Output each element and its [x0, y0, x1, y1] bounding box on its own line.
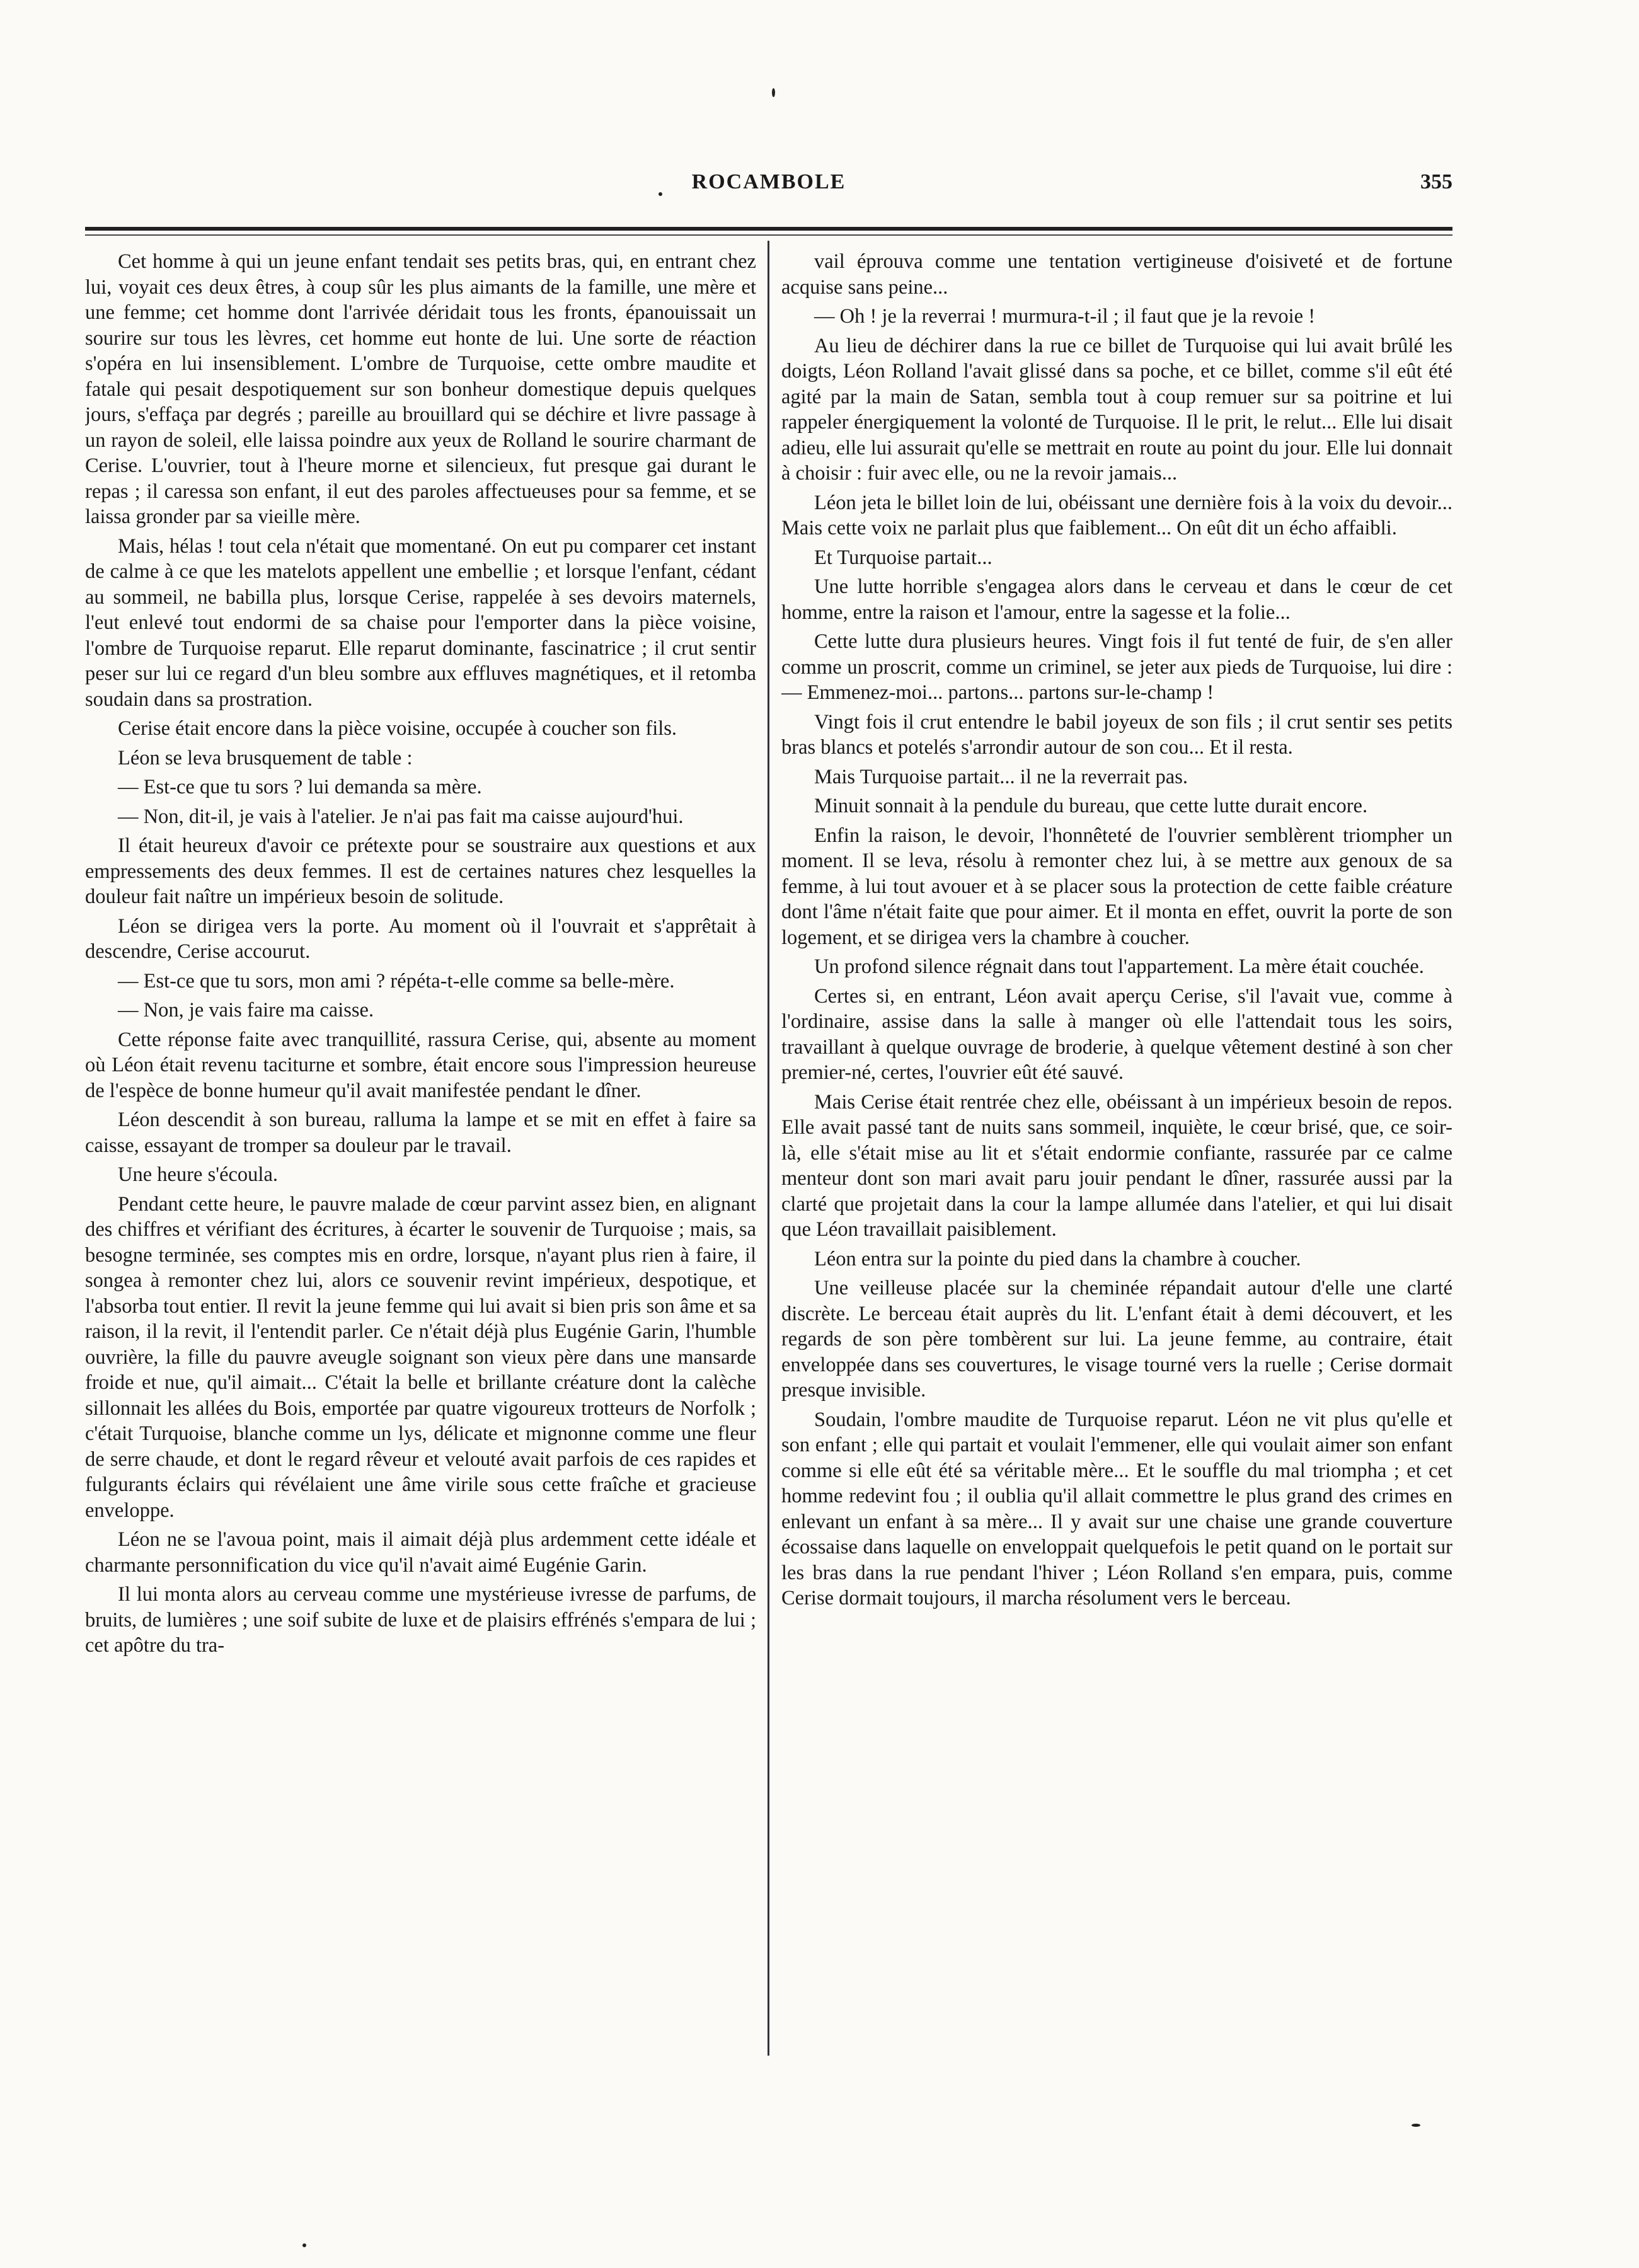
scan-speck — [772, 88, 775, 97]
paragraph: Léon descendit à son bureau, ralluma la lampe et se mit en effet à faire sa caisse, essayant de tromper sa douleur par le travail. — [85, 1108, 756, 1157]
paragraph: Une heure s'écoula. — [118, 1163, 279, 1186]
paragraph: Cet homme à qui un jeune enfant tendait ses petits bras, qui, en entrant chez lui, voyait ces deux êtres, à coup sûr les plus aimants de la famille, une mère et une femme; cet homme dont l'arrivée déridait tous les fronts, épanouissait un sourire sur tous les lèvres, cet homme eut honte de lui. Une sorte de réaction s'opéra en lui insensiblement. L'ombre de Turquoise, cette ombre maudite et fatale qui pesait despotiquement sur son bonheur domestique depuis quelques jours, s'effaça par degrés ; pareille au brouillard qui se déchire et livre passage à un rayon de soleil, elle laissa poindre aux yeux de Rolland le sourire charmant de Cerise. L'ouvrier, tout à l'heure morne et silencieux, fut presque gai durant le repas ; il caressa son enfant, il eut des paroles affectueuses pour sa femme, et se laissa gronder par sa vieille mère. — [85, 250, 756, 528]
scan-speck — [302, 2243, 306, 2247]
page-number: 355 — [1420, 170, 1452, 193]
paragraph: Minuit sonnait à la pendule du bureau, que cette lutte durait encore. — [814, 795, 1368, 817]
paragraph: — Est-ce que tu sors ? lui demanda sa mère. — [118, 776, 482, 798]
paragraph: Un profond silence régnait dans tout l'appartement. La mère était couchée. — [814, 955, 1424, 978]
paragraph: Mais Turquoise partait... il ne la reverrait pas. — [814, 765, 1188, 788]
paragraph: Cette lutte dura plusieurs heures. Vingt fois il fut tenté de fuir, de s'en aller comme un proscrit, comme un criminel, se jeter aux pieds de Turquoise, lui dire : — Emmenez-moi... partons... partons sur-le-champ ! — [781, 630, 1452, 704]
paragraph: — Oh ! je la reverrai ! murmura-t-il ; il faut que je la revoie ! — [814, 305, 1316, 328]
paragraph: Léon ne se l'avoua point, mais il aimait déjà plus ardemment cette idéale et charmante personnification du vice qu'il n'avait aimé Eugénie Garin. — [85, 1528, 756, 1577]
running-title: ROCAMBOLE — [691, 170, 846, 193]
paragraph: Il lui monta alors au cerveau comme une mystérieuse ivresse de parfums, de bruits, de lumières ; une soif subite de luxe et de plaisirs effrénés s'empara de lui ; cet apôtre du tra- — [85, 1583, 756, 1657]
paragraph: — Non, je vais faire ma caisse. — [118, 999, 374, 1022]
paragraph: Léon se leva brusquement de table : — [118, 746, 413, 769]
paragraph: Léon entra sur la pointe du pied dans la chambre à coucher. — [814, 1247, 1301, 1270]
paragraph: Au lieu de déchirer dans la rue ce billet de Turquoise qui lui avait brûlé les doigts, Léon Rolland l'avait glissé dans sa poche, et ce billet, comme s'il eût été agité par la main de Satan, sembla tout à coup remuer sur sa poitrine et lui rappeler énergiquement la volonté de Turquoise. Il le prit, le relut... Elle lui disait adieu, elle lui assurait qu'elle se mettrait en route au point du jour. Elle lui donnait à choisir : fuir avec elle, ou ne la revoir jamais... — [781, 334, 1452, 485]
paragraph: Pendant cette heure, le pauvre malade de cœur parvint assez bien, en alignant des chiffres et vérifiant des écritures, à écarter le souvenir de Turquoise ; mais, sa besogne terminée, ses comptes mis en ordre, lorsque, n'ayant plus rien à faire, il songea à remonter chez lui, alors ce souvenir revint impérieux, despotique, et l'absorba tout entier. Il revit la jeune femme qui lui avait si bien pris son âme et sa raison, il la revit, il l'entendit parler. Ce n'était déjà plus Eugénie Garin, l'humble ouvrière, la fille du pauvre aveugle soignant son vieux père dans une mansarde froide et nue, qu'il aimait... C'était la belle et brillante créature dont la calèche sillonnait les allées du Bois, emportée par quatre vigoureux trotteurs de Norfolk ; c'était Turquoise, blanche comme un lys, délicate et mignonne comme une fleur de serre chaude, et dont le regard rêveur et velouté avait parfois de ces rapides et fulgurants éclairs qui révélaient une âme virile sous cette fraîche et gracieuse enveloppe. — [85, 1192, 756, 1522]
paragraph: vail éprouva comme une tentation vertigineuse d'oisiveté et de fortune acquise sans peine... — [781, 250, 1452, 299]
paragraph: Cette réponse faite avec tranquillité, rassura Cerise, qui, absente au moment où Léon était revenu taciturne et sombre, était encore sous l'impression heureuse de l'espèce de bonne humeur qu'il avait manifestée pendant le dîner. — [85, 1028, 756, 1102]
paragraph: Et Turquoise partait... — [814, 546, 992, 569]
paragraph: Une lutte horrible s'engagea alors dans le cerveau et dans le cœur de cet homme, entre la raison et l'amour, entre la sagesse et la folie... — [781, 575, 1452, 624]
scan-speck — [658, 192, 662, 196]
page-header — [85, 170, 1452, 208]
paragraph: Certes si, en entrant, Léon avait aperçu Cerise, s'il l'avait vue, comme à l'ordinaire, assise dans la salle à manger où elle l'attendait tous les soirs, travaillant à quelque ouvrage de broderie, à quelque vêtement destiné à son cher premier-né, certes, l'ouvrier eût été sauvé. — [781, 984, 1452, 1084]
paragraph: Léon jeta le billet loin de lui, obéissant une dernière fois à la voix du devoir... Mais cette voix ne parlait plus que faiblement... On eût dit un écho affaibli. — [781, 491, 1452, 539]
paragraph: Enfin la raison, le devoir, l'honnêteté de l'ouvrier semblèrent triompher un moment. Il se leva, résolu à remonter chez lui, à se mettre aux genoux de sa femme, à lui tout avouer et à se placer sous la protection de cette faible créature dont l'âme n'était faite que pour aimer. Et il monta en effet, ouvrit la porte de son logement, et se dirigea vers la chambre à coucher. — [781, 824, 1452, 949]
paragraph: Une veilleuse placée sur la cheminée répandait autour d'elle une clarté discrète. Le berceau était auprès du lit. L'enfant était à demi découvert, et les regards de son père tombèrent sur lui. La jeune femme, au contraire, était enveloppée dans ses couvertures, le visage tourné vers la ruelle ; Cerise dormait presque invisible. — [781, 1277, 1452, 1402]
header-rule — [85, 227, 1452, 231]
paragraph: Léon se dirigea vers la porte. Au moment où il l'ouvrait et s'apprêtait à descendre, Cerise accourut. — [85, 914, 756, 963]
paragraph: Vingt fois il crut entendre le babil joyeux de son fils ; il crut sentir ses petits bras blancs et potelés s'arrondir autour de son cou... Et il resta. — [781, 710, 1452, 759]
paragraph: Mais, hélas ! tout cela n'était que momentané. On eut pu comparer cet instant de calme à ce que les matelots appellent une embellie ; et lorsque l'enfant, cédant au sommeil, ne babilla plus, lorsque Cerise, rappelée à ses devoirs maternels, l'eut enlevé tout endormi de sa chaise pour l'emporter dans la pièce voisine, l'ombre de Turquoise reparut. Elle reparut dominante, fascinatrice ; il crut sentir peser sur lui ce regard d'un bleu sombre aux effluves magnétiques, et il retomba soudain dans sa prostration. — [85, 534, 756, 711]
scan-speck — [1412, 2124, 1420, 2127]
header-rule-thin — [85, 234, 1452, 236]
column-divider — [768, 241, 769, 2056]
paragraph: Soudain, l'ombre maudite de Turquoise reparut. Léon ne vit plus qu'elle et son enfant ; elle qui partait et voulait l'emmener, elle qui voulait aimer son enfant comme si elle eût été sa véritable mère... Et le souffle du mal triompha ; et cet homme redevint fou ; il oublia qu'il allait commettre le plus grand des crimes en enlevant un enfant à sa mère... Il y avait sur une chaise une grande couverture écossaise dans laquelle on enveloppait quelquefois le petit quand on le portait sur les bras dans la rue pendant l'hiver ; Léon Rolland s'en empara, puis, comme Cerise dormait toujours, il marcha résolument vers le berceau. — [781, 1408, 1452, 1609]
paragraph: Il était heureux d'avoir ce prétexte pour se soustraire aux questions et aux empressements des deux femmes. Il est de certaines natures chez lesquelles la douleur fait naître un impérieux besoin de solitude. — [85, 834, 756, 908]
right-column — [781, 249, 1452, 2139]
paragraph: — Est-ce que tu sors, mon ami ? répéta-t-elle comme sa belle-mère. — [118, 969, 675, 993]
paragraph: Cerise était encore dans la pièce voisine, occupée à coucher son fils. — [118, 717, 677, 740]
left-column — [85, 249, 756, 2139]
paragraph: — Non, dit-il, je vais à l'atelier. Je n'ai pas fait ma caisse aujourd'hui. — [118, 805, 684, 828]
paragraph: Mais Cerise était rentrée chez elle, obéissant à un impérieux besoin de repos. Elle avait passé tant de nuits sans sommeil, inquiète, le cœur brisé, que, ce soir-là, elle s'était mise au lit et s'était endormie confiante, rassurée par ce calme menteur dont son mari avait paru jouir pendant le dîner, rassurée aussi par la clarté que projetait dans la cour la lampe allumée dans l'atelier, et qui lui disait que Léon travaillait paisiblement. — [781, 1090, 1452, 1241]
